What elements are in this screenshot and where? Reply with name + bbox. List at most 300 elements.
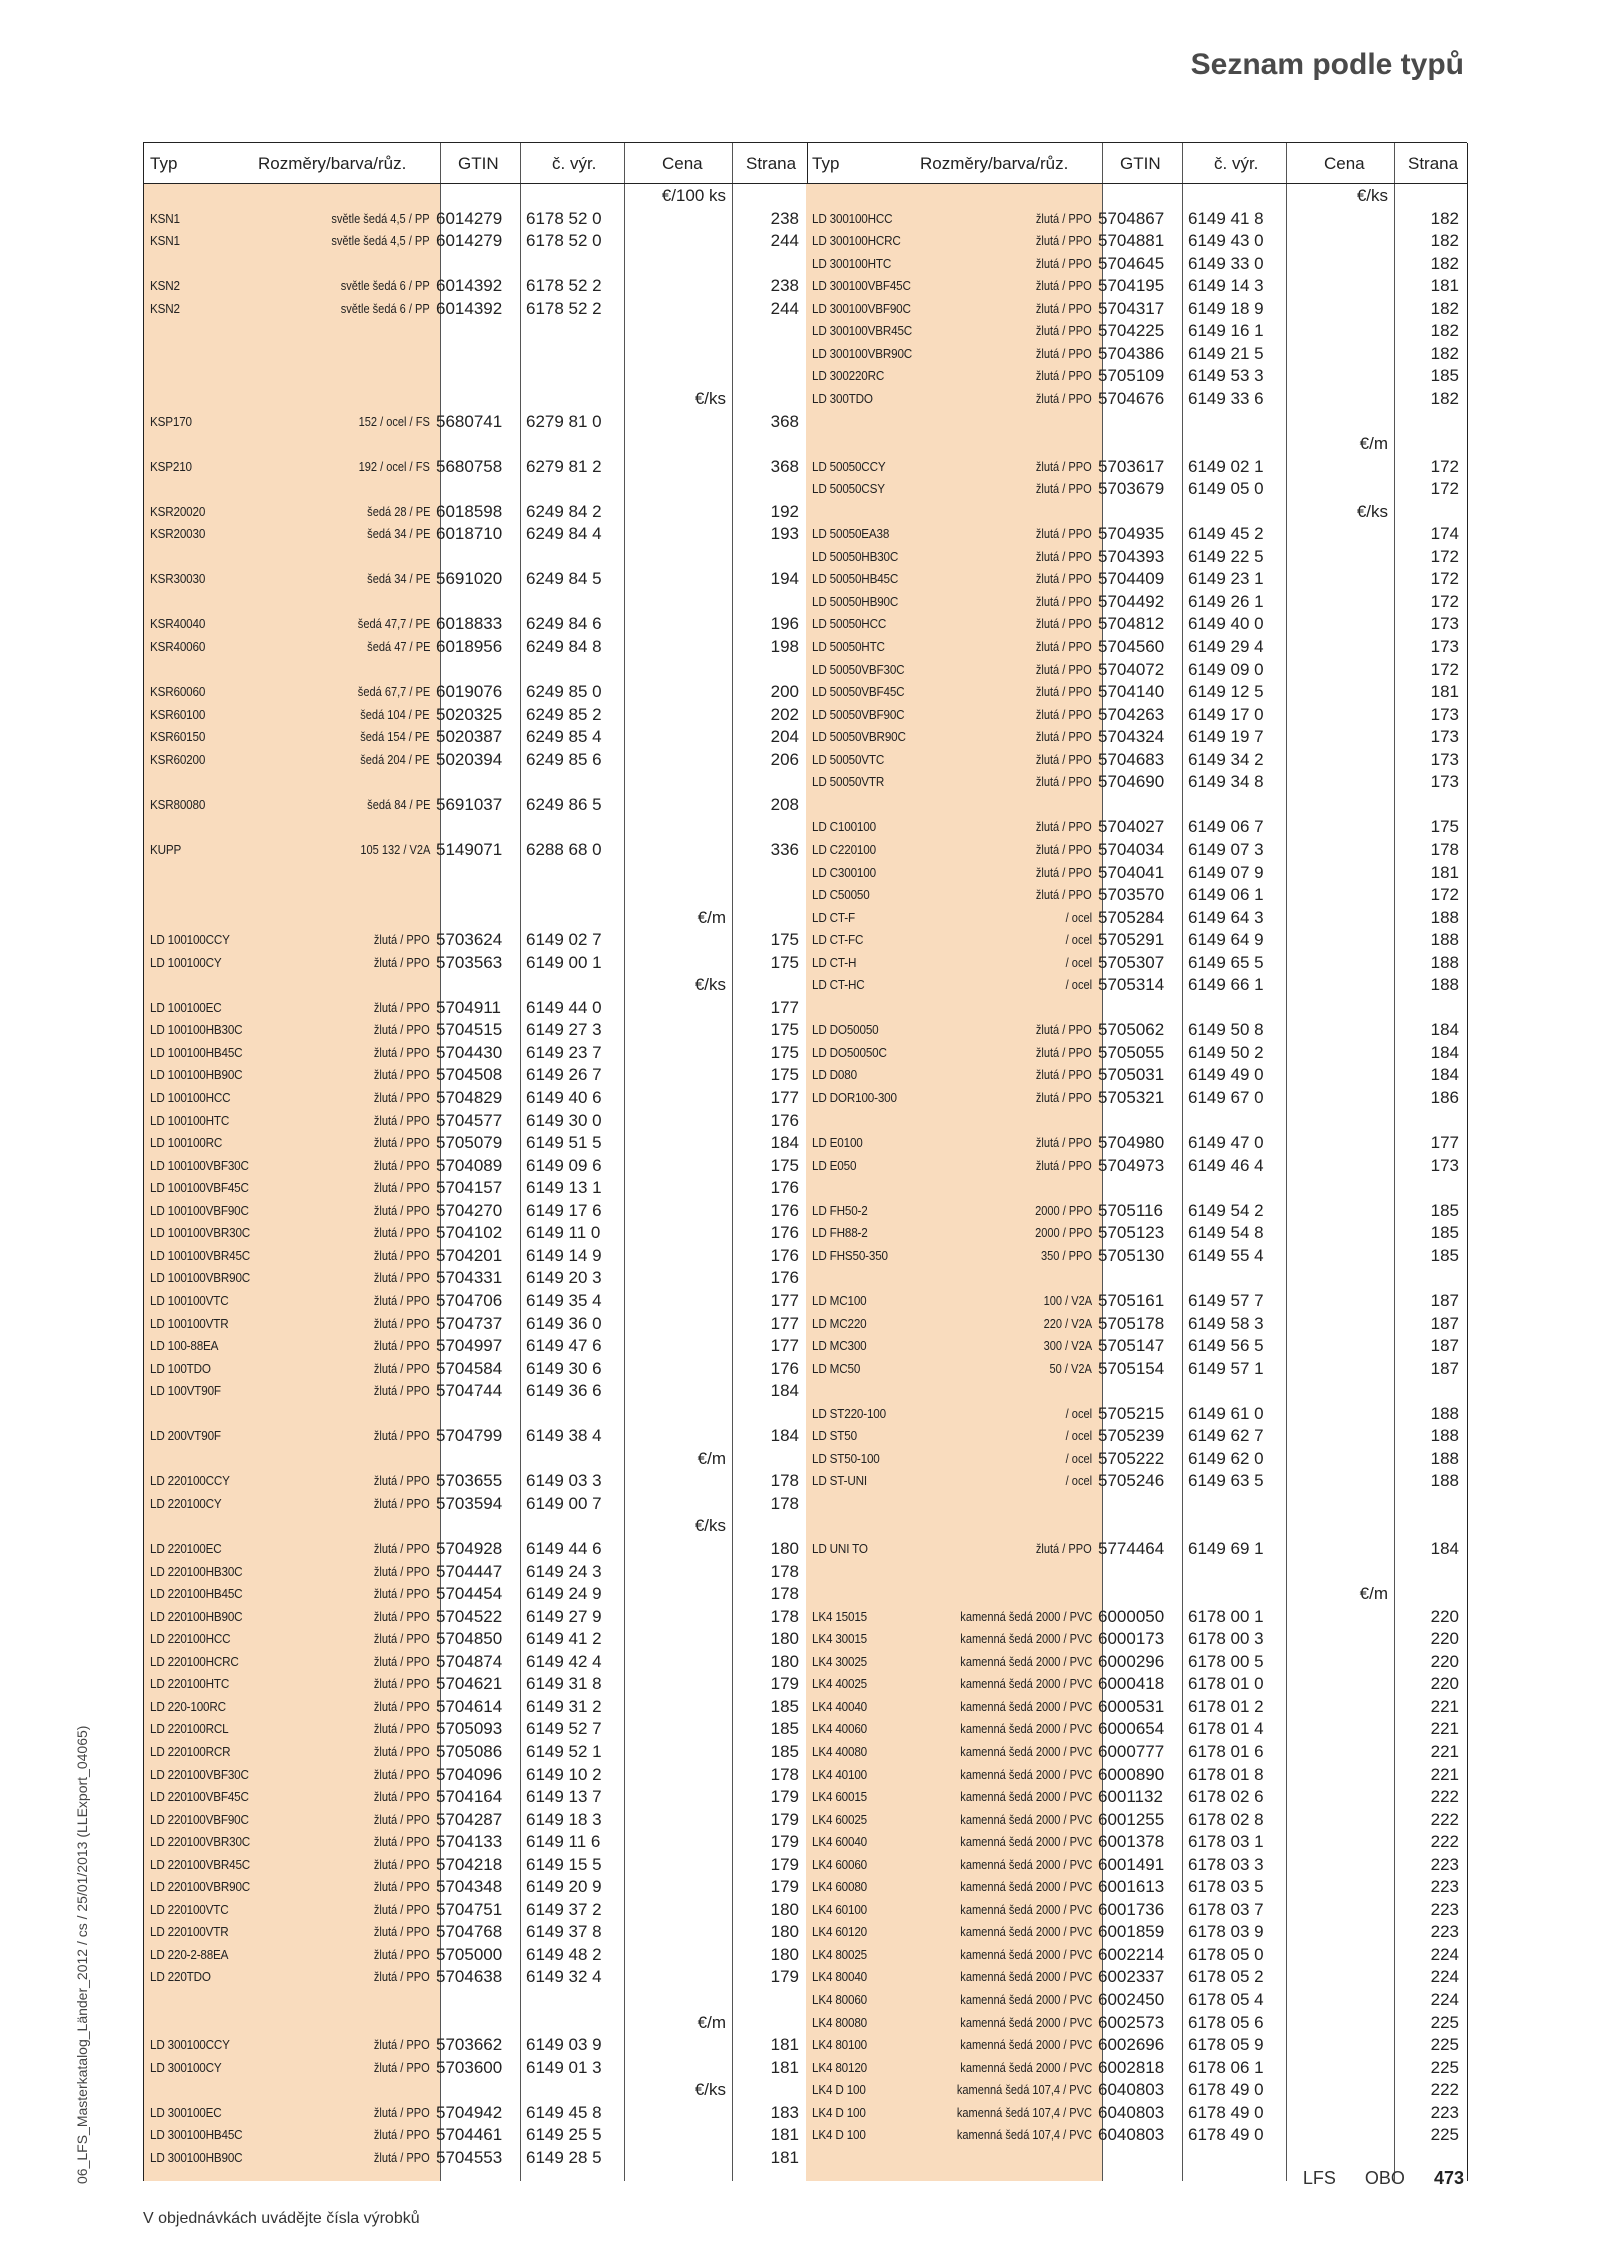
- cell-gtin: 5704768: [436, 1922, 503, 1942]
- cell-typ: LD 220100VBR90C: [150, 1879, 251, 1895]
- cell-page: 238: [770, 276, 799, 296]
- cell-dimensions: 192 / ocel / FS: [358, 458, 430, 474]
- cell-gtin: 5704515: [436, 1020, 503, 1040]
- cell-product-number: 6149 25 5: [526, 2125, 602, 2145]
- cell-product-number: 6149 43 0: [1188, 231, 1264, 251]
- footer-note: V objednávkách uvádějte čísla výrobků: [143, 2210, 420, 2227]
- cell-dimensions: šedá 28 / PE: [366, 503, 430, 519]
- table-row: [144, 1042, 807, 1065]
- cell-gtin: 5704164: [436, 1787, 503, 1807]
- cell-product-number: 6178 01 6: [1188, 1741, 1264, 1761]
- cell-gtin: 5704089: [436, 1155, 503, 1175]
- cell-typ: LD 300100HB45C: [150, 2127, 243, 2143]
- table-row: [144, 2057, 807, 2080]
- cell-product-number: 6149 52 1: [526, 1741, 602, 1761]
- cell-dimensions: žlutá / PPO: [374, 2104, 430, 2120]
- cell-gtin: 5704553: [436, 2147, 503, 2167]
- cell-typ: LD 100100VBR45C: [150, 1247, 251, 1263]
- cell-dimensions: 152 / ocel / FS: [358, 413, 430, 429]
- table-row: [144, 1583, 807, 1606]
- cell-typ: LD 100100HCC: [150, 1090, 231, 1105]
- cell-product-number: 6249 86 5: [526, 794, 602, 814]
- cell-typ: LD FH88-2: [812, 1225, 868, 1241]
- cell-gtin: 5704812: [1098, 614, 1165, 634]
- cell-product-number: 6249 85 2: [526, 704, 602, 724]
- cell-product-number: 6149 45 8: [526, 2102, 602, 2122]
- cell-page: 220: [1430, 1674, 1459, 1694]
- cell-page: 176: [770, 1268, 799, 1288]
- cell-dimensions: žlutá / PPO: [374, 1698, 430, 1714]
- cell-page: 182: [1430, 253, 1459, 273]
- cell-dimensions: žlutá / PPO: [374, 1135, 430, 1151]
- table-right-half: [806, 143, 1468, 2181]
- table-row: [806, 1470, 1467, 1493]
- cell-typ: LK4 60100: [812, 1901, 867, 1917]
- cell-gtin: 5680741: [436, 411, 503, 431]
- cell-gtin: 5704096: [436, 1764, 503, 1784]
- cell-product-number: 6149 57 7: [1188, 1290, 1264, 1310]
- cell-gtin: 5704638: [436, 1967, 503, 1987]
- cell-gtin: 5703563: [436, 952, 503, 972]
- cell-typ: LD E0100: [812, 1135, 863, 1151]
- cell-product-number: 6149 09 0: [1188, 659, 1264, 679]
- cell-dimensions: kamenná šedá 2000 / PVC: [959, 1901, 1092, 1917]
- cell-dimensions: kamenná šedá 2000 / PVC: [959, 1631, 1092, 1647]
- cell-dimensions: 300 / V2A: [1043, 1338, 1092, 1354]
- cell-gtin: 5704133: [436, 1832, 503, 1852]
- table-row: [806, 1425, 1467, 1448]
- cell-product-number: 6149 47 6: [526, 1336, 602, 1356]
- table-row: [144, 2034, 807, 2057]
- table-row: [144, 1493, 807, 1516]
- cell-page: 175: [770, 1020, 799, 1040]
- table-row: [806, 1628, 1467, 1651]
- cell-gtin: 6014279: [436, 231, 503, 251]
- cell-typ: KSR40040: [150, 616, 206, 632]
- cell-product-number: 6149 51 5: [526, 1133, 602, 1153]
- cell-dimensions: šedá 34 / PE: [366, 526, 430, 542]
- cell-typ: KSN2: [150, 278, 180, 294]
- cell-typ: LK4 60015: [812, 1789, 867, 1805]
- table-row: [806, 1606, 1467, 1629]
- cell-gtin: 5704027: [1098, 817, 1165, 837]
- cell-page: 185: [1430, 1223, 1459, 1243]
- cell-page: 172: [1430, 569, 1459, 589]
- cell-dimensions: / ocel: [1065, 954, 1092, 970]
- cell-gtin: 5705222: [1098, 1448, 1165, 1468]
- table-row: [144, 1380, 807, 1403]
- table-row: [144, 997, 807, 1020]
- cell-product-number: 6149 14 9: [526, 1245, 602, 1265]
- price-unit-row: [144, 907, 807, 930]
- cell-page: 184: [1430, 1020, 1459, 1040]
- table-row: [144, 275, 807, 298]
- cell-gtin: 5704218: [436, 1854, 503, 1874]
- cell-gtin: 6001859: [1098, 1922, 1165, 1942]
- table-row: [806, 2102, 1467, 2125]
- cell-gtin: 5705093: [436, 1719, 503, 1739]
- cell-page: 179: [770, 1809, 799, 1829]
- table-row: [144, 1019, 807, 1042]
- cell-page: 179: [770, 1832, 799, 1852]
- cell-gtin: 6001736: [1098, 1899, 1165, 1919]
- cell-dimensions: kamenná šedá 2000 / PVC: [959, 1924, 1092, 1940]
- cell-page: 336: [770, 839, 799, 859]
- cell-dimensions: šedá 104 / PE: [360, 706, 430, 722]
- table-row: [144, 1087, 807, 1110]
- cell-page: 187: [1430, 1313, 1459, 1333]
- cell-product-number: 6178 02 6: [1188, 1787, 1264, 1807]
- cell-product-number: 6149 17 6: [526, 1200, 602, 1220]
- cell-gtin: 6001613: [1098, 1877, 1165, 1897]
- cell-gtin: 5020394: [436, 749, 503, 769]
- cell-product-number: 6149 32 4: [526, 1967, 602, 1987]
- cell-dimensions: kamenná šedá 2000 / PVC: [959, 1676, 1092, 1692]
- table-row: [806, 1899, 1467, 1922]
- cell-dimensions: žlutá / PPO: [1036, 323, 1092, 339]
- table-row: [144, 1921, 807, 1944]
- cell-gtin: 6002696: [1098, 2035, 1165, 2055]
- cell-page: 173: [1430, 614, 1459, 634]
- cell-gtin: 5704577: [436, 1110, 503, 1130]
- cell-page: 182: [1430, 298, 1459, 318]
- cell-typ: LK4 40040: [812, 1698, 867, 1714]
- cell-dimensions: šedá 67,7 / PE: [357, 684, 430, 700]
- table-row: [806, 208, 1467, 231]
- cell-product-number: 6178 05 0: [1188, 1944, 1264, 1964]
- table-row: [806, 884, 1467, 907]
- cell-product-number: 6178 52 0: [526, 231, 602, 251]
- cell-page: 180: [770, 1899, 799, 1919]
- cell-product-number: 6288 68 0: [526, 839, 602, 859]
- cell-product-number: 6149 33 6: [1188, 388, 1264, 408]
- table-row: [144, 523, 807, 546]
- cell-gtin: 5704706: [436, 1290, 503, 1310]
- price-unit-row: [806, 433, 1467, 456]
- cell-typ: LD 100100VBR90C: [150, 1270, 251, 1286]
- cell-dimensions: žlutá / PPO: [374, 1856, 430, 1872]
- table-row: [806, 1245, 1467, 1268]
- cell-product-number: 6149 62 0: [1188, 1448, 1264, 1468]
- cell-gtin: 5691037: [436, 794, 503, 814]
- table-header: [806, 143, 1467, 184]
- table-row: [806, 1403, 1467, 1426]
- table-row: [806, 230, 1467, 253]
- cell-dimensions: žlutá / PPO: [1036, 864, 1092, 880]
- cell-dimensions: žlutá / PPO: [1036, 841, 1092, 857]
- cell-product-number: 6149 41 2: [526, 1629, 602, 1649]
- cell-page: 183: [770, 2102, 799, 2122]
- cell-page: 182: [1430, 321, 1459, 341]
- cell-page: 178: [1430, 839, 1459, 859]
- table-row: [806, 726, 1467, 749]
- cell-typ: LK4 40100: [812, 1766, 867, 1782]
- cell-typ: KSR60060: [150, 684, 206, 700]
- cell-product-number: 6149 21 5: [1188, 343, 1264, 363]
- cell-page: 184: [770, 1381, 799, 1401]
- cell-gtin: 5691020: [436, 569, 503, 589]
- cell-page: 177: [770, 997, 799, 1017]
- cell-typ: LD 220100VBF90C: [150, 1811, 249, 1827]
- cell-typ: LD 300100VBF45C: [812, 278, 911, 294]
- cell-typ: LD 50050HB45C: [812, 571, 899, 587]
- cell-dimensions: kamenná šedá 2000 / PVC: [959, 1992, 1092, 2007]
- table-row: [806, 839, 1467, 862]
- cell-dimensions: žlutá / PPO: [374, 1563, 430, 1579]
- cell-typ: LK4 60040: [812, 1834, 867, 1850]
- cell-dimensions: kamenná šedá 2000 / PVC: [959, 1608, 1092, 1624]
- cell-dimensions: žlutá / PPO: [1036, 774, 1092, 790]
- cell-page: 192: [770, 501, 799, 521]
- table-row: [806, 1222, 1467, 1245]
- page-title: Seznam podle typů: [1190, 48, 1464, 81]
- cell-page: 185: [1430, 1200, 1459, 1220]
- cell-page: 178: [770, 1561, 799, 1581]
- cell-product-number: 6149 20 9: [526, 1877, 602, 1897]
- cell-typ: LD MC50: [812, 1360, 861, 1376]
- table-row: [806, 974, 1467, 997]
- cell-typ: LD 300100HTC: [812, 255, 892, 271]
- table-row: [144, 1764, 807, 1787]
- cell-price-unit: €/m: [1359, 434, 1388, 454]
- table-row: [806, 591, 1467, 614]
- table-row: [806, 1809, 1467, 1832]
- cell-page: 177: [770, 1313, 799, 1333]
- table-row: [806, 320, 1467, 343]
- table-header: [144, 143, 807, 184]
- page-number: 473: [1433, 2168, 1464, 2188]
- cell-typ: LD 100100RC: [150, 1135, 223, 1151]
- table-left-half: [143, 143, 808, 2181]
- cell-dimensions: / ocel: [1065, 909, 1092, 925]
- cell-gtin: 6001491: [1098, 1854, 1165, 1874]
- table-row: [144, 1538, 807, 1561]
- cell-product-number: 6149 13 1: [526, 1178, 602, 1198]
- cell-gtin: 5704317: [1098, 298, 1165, 318]
- cell-product-number: 6149 18 3: [526, 1809, 602, 1829]
- table-row: [806, 1876, 1467, 1899]
- cell-gtin: 6001378: [1098, 1832, 1165, 1852]
- cell-dimensions: žlutá / PPO: [374, 1067, 430, 1083]
- cell-page: 184: [1430, 1065, 1459, 1085]
- cell-typ: LD 220100HB30C: [150, 1563, 243, 1579]
- table-row: [806, 771, 1467, 794]
- cell-dimensions: žlutá / PPO: [1036, 1022, 1092, 1038]
- cell-product-number: 6249 84 4: [526, 524, 602, 544]
- price-unit-row: [144, 1515, 807, 1538]
- cell-product-number: 6149 19 7: [1188, 727, 1264, 747]
- table-row: [144, 1651, 807, 1674]
- cell-typ: LD 220TDO: [150, 1969, 211, 1985]
- cell-gtin: 5704874: [436, 1651, 503, 1671]
- cell-product-number: 6149 26 1: [1188, 591, 1264, 611]
- cell-product-number: 6149 00 7: [526, 1493, 602, 1513]
- cell-typ: LD 220100VBR30C: [150, 1834, 251, 1850]
- cell-product-number: 6249 84 6: [526, 614, 602, 634]
- cell-product-number: 6178 05 9: [1188, 2035, 1264, 2055]
- table-row: [806, 749, 1467, 772]
- cell-page: 172: [1430, 479, 1459, 499]
- table-row: [806, 365, 1467, 388]
- table-row: [144, 1606, 807, 1629]
- cell-product-number: 6149 57 1: [1188, 1358, 1264, 1378]
- cell-page: 222: [1430, 1809, 1459, 1829]
- cell-typ: LD 300TDO: [812, 390, 873, 406]
- table-row: [144, 1155, 807, 1178]
- table-row: [144, 1786, 807, 1809]
- cell-gtin: 6000777: [1098, 1741, 1165, 1761]
- table-row: [806, 1786, 1467, 1809]
- cell-dimensions: žlutá / PPO: [374, 1743, 430, 1759]
- cell-page: 182: [1430, 208, 1459, 228]
- cell-page: 175: [1430, 817, 1459, 837]
- cell-dimensions: kamenná šedá 2000 / PVC: [959, 2014, 1092, 2030]
- table-row: [806, 1155, 1467, 1178]
- cell-dimensions: žlutá / PPO: [374, 1495, 430, 1511]
- cell-dimensions: světle šedá 4,5 / PP: [331, 233, 430, 249]
- cell-page: 184: [770, 1133, 799, 1153]
- cell-page: 223: [1430, 2102, 1459, 2122]
- table-row: [806, 907, 1467, 930]
- cell-product-number: 6149 03 9: [526, 2035, 602, 2055]
- table-row: [806, 681, 1467, 704]
- cell-typ: LD 100100VBF90C: [150, 1202, 249, 1218]
- cell-gtin: 5704072: [1098, 659, 1165, 679]
- cell-dimensions: světle šedá 6 / PP: [340, 300, 430, 316]
- price-unit-row: [144, 2012, 807, 2035]
- price-unit-row: [806, 501, 1467, 524]
- cell-gtin: 6040803: [1098, 2125, 1165, 2145]
- cell-typ: LD ST220-100: [812, 1405, 886, 1421]
- cell-page: 174: [1430, 524, 1459, 544]
- cell-typ: LD E050: [812, 1157, 857, 1173]
- cell-product-number: 6178 00 3: [1188, 1629, 1264, 1649]
- cell-typ: LD 300100CY: [150, 2059, 222, 2075]
- cell-product-number: 6249 84 2: [526, 501, 602, 521]
- cell-product-number: 6149 24 9: [526, 1584, 602, 1604]
- cell-page: 175: [770, 930, 799, 950]
- cell-gtin: 5705147: [1098, 1336, 1165, 1356]
- cell-product-number: 6149 67 0: [1188, 1088, 1264, 1107]
- cell-page: 172: [1430, 546, 1459, 566]
- cell-page: 221: [1430, 1764, 1459, 1784]
- cell-page: 179: [770, 1877, 799, 1897]
- cell-gtin: 5704744: [436, 1381, 503, 1401]
- cell-typ: LD 220100EC: [150, 1541, 222, 1556]
- cell-gtin: 5704454: [436, 1584, 503, 1604]
- cell-typ: KSR20020: [150, 503, 206, 519]
- cell-dimensions: žlutá / PPO: [374, 1112, 430, 1128]
- cell-gtin: 5703617: [1098, 456, 1165, 476]
- cell-dimensions: kamenná šedá 2000 / PVC: [959, 1721, 1092, 1737]
- cell-gtin: 5705123: [1098, 1223, 1165, 1243]
- cell-gtin: 5704935: [1098, 524, 1165, 544]
- cell-product-number: 6149 10 2: [526, 1764, 602, 1784]
- cell-product-number: 6149 26 7: [526, 1065, 602, 1085]
- cell-typ: LD 50050CSY: [812, 481, 885, 497]
- cell-gtin: 5020325: [436, 704, 503, 724]
- cell-dimensions: kamenná šedá 107,4 / PVC: [956, 2127, 1092, 2143]
- table-row: [806, 1944, 1467, 1967]
- cell-page: 177: [770, 1336, 799, 1356]
- cell-gtin: 5704973: [1098, 1155, 1165, 1175]
- cell-gtin: 5704751: [436, 1899, 503, 1919]
- price-unit-row: [144, 2079, 807, 2102]
- cell-typ: LD 100100VTR: [150, 1315, 229, 1331]
- cell-typ: LK4 40060: [812, 1721, 867, 1737]
- cell-typ: LD 220100VBF30C: [150, 1766, 249, 1782]
- cell-product-number: 6178 05 6: [1188, 2012, 1264, 2032]
- cell-page: 222: [1430, 2080, 1459, 2100]
- cell-typ: LD 220-2-88EA: [150, 1946, 229, 1962]
- table-row: [806, 613, 1467, 636]
- cell-product-number: 6149 45 2: [1188, 524, 1264, 544]
- cell-page: 181: [1430, 682, 1459, 702]
- side-document-info: 06_LFS_Masterkatalog_Länder_2012 / cs / 25/01/2013 (LLExport_04065): [74, 1725, 90, 2184]
- cell-product-number: 6149 16 1: [1188, 321, 1264, 341]
- cell-gtin: 5704331: [436, 1268, 503, 1288]
- cell-page: 173: [1430, 749, 1459, 769]
- cell-gtin: 5704621: [436, 1674, 503, 1694]
- price-unit-row: [144, 185, 807, 208]
- table-row: [806, 1042, 1467, 1065]
- cell-page: 182: [1430, 388, 1459, 408]
- cell-dimensions: žlutá / PPO: [1036, 300, 1092, 316]
- cell-page: 184: [1430, 1042, 1459, 1062]
- cell-gtin: 5704614: [436, 1696, 503, 1716]
- table-row: [806, 1854, 1467, 1877]
- cell-price-unit: €/m: [1359, 1584, 1388, 1604]
- cell-page: 173: [1430, 772, 1459, 792]
- cell-dimensions: žlutá / PPO: [374, 1721, 430, 1737]
- cell-product-number: 6249 85 0: [526, 682, 602, 702]
- table-row: [806, 2012, 1467, 2035]
- table-row: [806, 816, 1467, 839]
- cell-page: 173: [1430, 637, 1459, 656]
- cell-price-unit: €/m: [697, 907, 726, 927]
- cell-price-unit: €/ks: [694, 975, 726, 995]
- cell-dimensions: kamenná šedá 2000 / PVC: [959, 1946, 1092, 1962]
- cell-typ: LD CT-H: [812, 954, 857, 970]
- cell-page: 368: [770, 456, 799, 476]
- cell-typ: LD 50050HCC: [812, 616, 887, 632]
- cell-typ: LK4 80080: [812, 2014, 867, 2030]
- cell-dimensions: žlutá / PPO: [1036, 458, 1092, 474]
- cell-page: 172: [1430, 591, 1459, 611]
- cell-typ: LD 220100HB45C: [150, 1586, 243, 1602]
- cell-dimensions: 2000 / PPO: [1034, 1225, 1092, 1241]
- cell-gtin: 5704508: [436, 1065, 503, 1085]
- cell-page: 180: [770, 1944, 799, 1964]
- cell-product-number: 6149 65 5: [1188, 952, 1264, 972]
- cell-gtin: 5705000: [436, 1944, 503, 1964]
- table-row: [144, 794, 807, 817]
- cell-dimensions: / ocel: [1065, 932, 1092, 948]
- cell-typ: LD ST50-100: [812, 1450, 880, 1466]
- cell-dimensions: žlutá / PPO: [374, 1157, 430, 1173]
- header-gtin: GTIN: [1120, 154, 1161, 173]
- cell-gtin: 5704850: [436, 1629, 503, 1649]
- cell-page: 185: [1430, 1245, 1459, 1265]
- table-row: [144, 2147, 807, 2170]
- cell-product-number: 6149 20 3: [526, 1268, 602, 1288]
- table-row: [806, 704, 1467, 727]
- cell-dimensions: žlutá / PPO: [374, 999, 430, 1015]
- cell-gtin: 5704386: [1098, 343, 1165, 363]
- cell-product-number: 6149 22 5: [1188, 546, 1264, 566]
- cell-typ: LD 100-88EA: [150, 1338, 219, 1354]
- cell-product-number: 6149 64 9: [1188, 930, 1264, 950]
